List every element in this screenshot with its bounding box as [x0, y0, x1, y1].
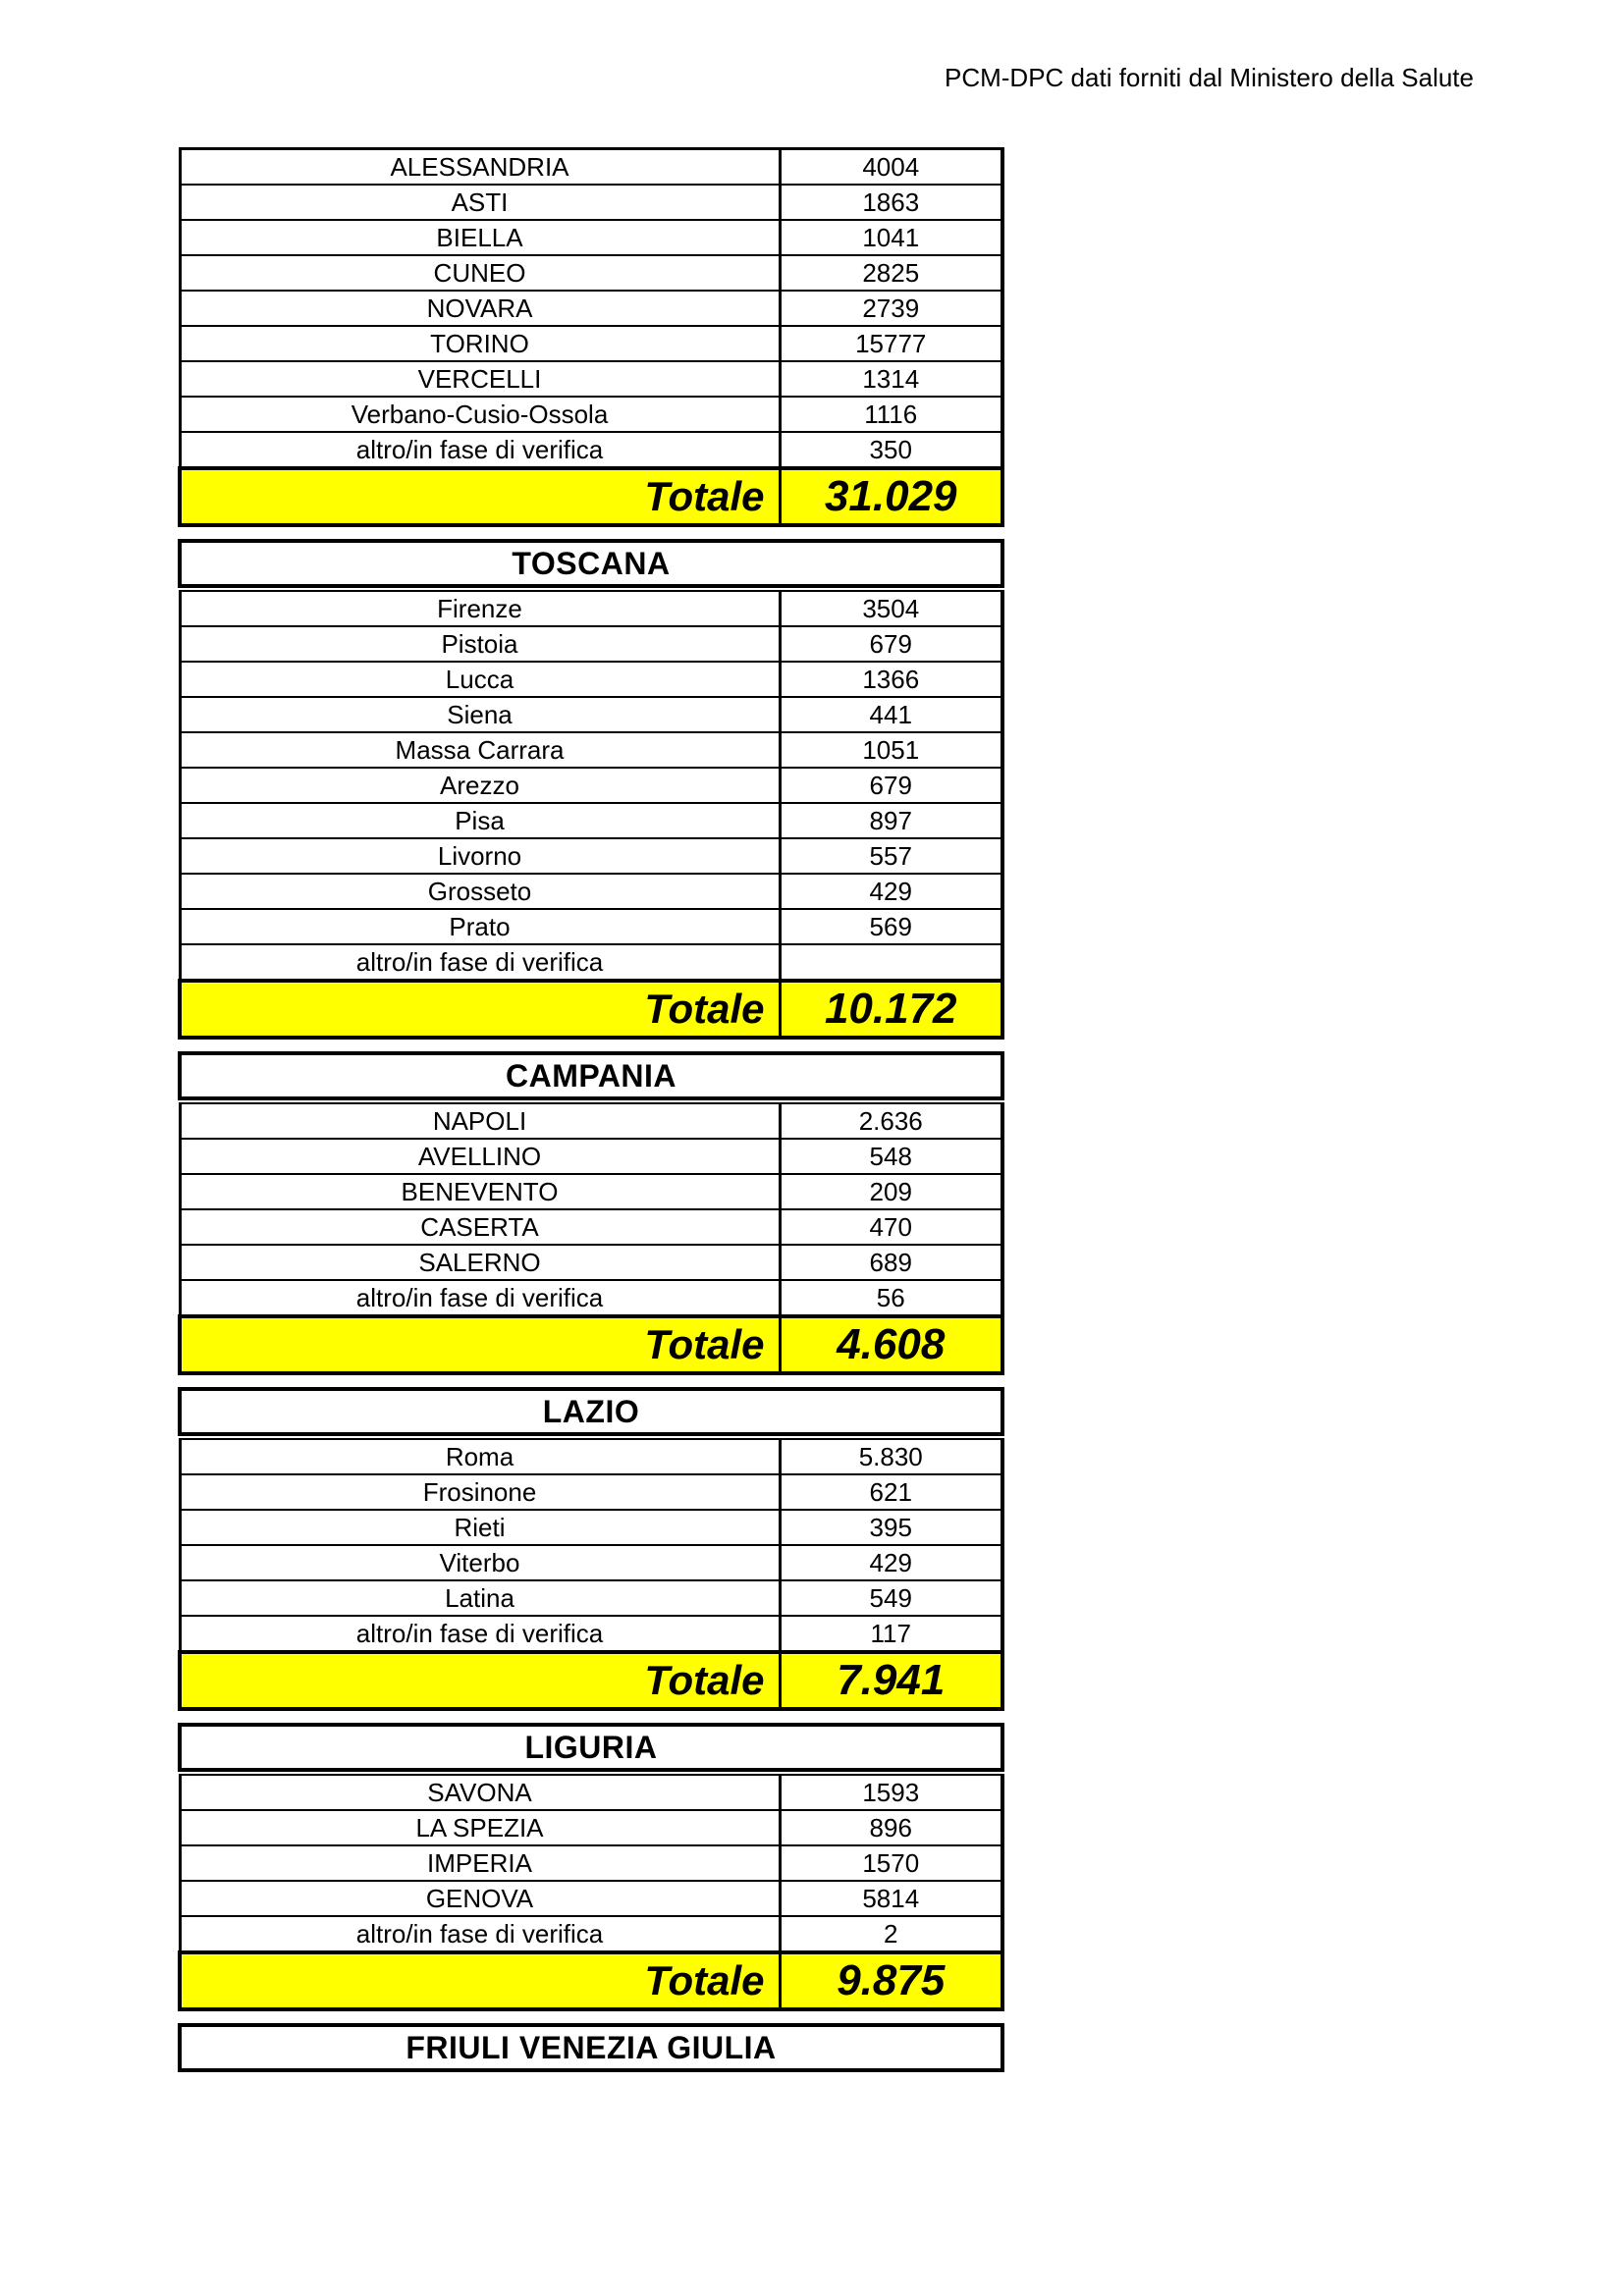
province-name: LA SPEZIA [180, 1810, 780, 1845]
case-count: 897 [780, 803, 1002, 838]
case-count: 569 [780, 909, 1002, 944]
table-row [180, 255, 1002, 291]
province-name: altro/in fase di verifica [180, 1916, 780, 1952]
total-label: Totale [180, 981, 780, 1038]
province-name: VERCELLI [180, 361, 780, 397]
case-count: 1314 [780, 361, 1002, 397]
region-section [178, 539, 1004, 1040]
table-row [180, 291, 1002, 326]
total-value: 9.875 [780, 1952, 1002, 2009]
table-row [180, 1245, 1002, 1280]
case-count: 679 [780, 768, 1002, 803]
table-row [180, 803, 1002, 838]
case-count: 548 [780, 1139, 1002, 1174]
province-name: Grosseto [180, 874, 780, 909]
province-name: Viterbo [180, 1545, 780, 1580]
province-name: Pistoia [180, 626, 780, 662]
province-name: Latina [180, 1580, 780, 1616]
table-row [180, 768, 1002, 803]
table-row [180, 326, 1002, 361]
table-row [180, 432, 1002, 468]
table-row [180, 1580, 1002, 1616]
province-name: AVELLINO [180, 1139, 780, 1174]
region-section [178, 1387, 1004, 1711]
province-name: SAVONA [180, 1775, 780, 1810]
case-count: 441 [780, 697, 1002, 732]
region-tables [178, 147, 1004, 2074]
table-row [180, 1616, 1002, 1652]
table-row [180, 1474, 1002, 1510]
case-count: 1041 [780, 220, 1002, 255]
case-count: 1570 [780, 1845, 1002, 1881]
total-label: Totale [180, 1652, 780, 1709]
case-count: 2.636 [780, 1103, 1002, 1139]
table-row [180, 1810, 1002, 1845]
case-count: 2 [780, 1916, 1002, 1952]
case-count: 689 [780, 1245, 1002, 1280]
case-count [780, 944, 1002, 981]
table-row [180, 1916, 1002, 1952]
table-row [180, 1545, 1002, 1580]
total-value: 4.608 [780, 1316, 1002, 1373]
header-note: PCM-DPC dati forniti dal Ministero della Salute [945, 63, 1474, 92]
case-count: 2739 [780, 291, 1002, 326]
province-name: altro/in fase di verifica [180, 1280, 780, 1316]
region-title: LAZIO [178, 1387, 1004, 1436]
table-row [180, 1845, 1002, 1881]
case-count: 1593 [780, 1775, 1002, 1810]
table-row [180, 1103, 1002, 1139]
case-count: 896 [780, 1810, 1002, 1845]
table-row [180, 1775, 1002, 1810]
province-name: Massa Carrara [180, 732, 780, 768]
table-row [180, 732, 1002, 768]
province-name: IMPERIA [180, 1845, 780, 1881]
case-count: 1366 [780, 662, 1002, 697]
table-row [180, 220, 1002, 255]
province-name: SALERNO [180, 1245, 780, 1280]
table-row [180, 662, 1002, 697]
table-row [180, 874, 1002, 909]
case-count: 429 [780, 874, 1002, 909]
province-name: altro/in fase di verifica [180, 1616, 780, 1652]
province-table [178, 590, 1004, 1040]
table-row [180, 1881, 1002, 1916]
case-count: 4004 [780, 149, 1002, 186]
total-value: 10.172 [780, 981, 1002, 1038]
region-section [178, 1723, 1004, 2011]
province-name: altro/in fase di verifica [180, 432, 780, 468]
case-count: 679 [780, 626, 1002, 662]
province-name: Lucca [180, 662, 780, 697]
province-name: Prato [180, 909, 780, 944]
region-title-next: FRIULI VENEZIA GIULIA [178, 2023, 1004, 2072]
region-title: CAMPANIA [178, 1051, 1004, 1100]
total-row [180, 1652, 1002, 1709]
province-table [178, 147, 1004, 527]
case-count: 549 [780, 1580, 1002, 1616]
total-value: 31.029 [780, 468, 1002, 525]
province-name: Livorno [180, 838, 780, 874]
total-row [180, 468, 1002, 525]
case-count: 2825 [780, 255, 1002, 291]
total-value: 7.941 [780, 1652, 1002, 1709]
case-count: 621 [780, 1474, 1002, 1510]
province-name: BENEVENTO [180, 1174, 780, 1209]
case-count: 1863 [780, 185, 1002, 220]
total-label: Totale [180, 468, 780, 525]
case-count: 3504 [780, 591, 1002, 626]
province-table [178, 1774, 1004, 2011]
province-name: ASTI [180, 185, 780, 220]
province-name: Rieti [180, 1510, 780, 1545]
table-row [180, 944, 1002, 981]
province-name: Siena [180, 697, 780, 732]
province-name: Verbano-Cusio-Ossola [180, 397, 780, 432]
province-name: NAPOLI [180, 1103, 780, 1139]
case-count: 5814 [780, 1881, 1002, 1916]
sections-container [178, 147, 1004, 2011]
total-row [180, 981, 1002, 1038]
province-name: BIELLA [180, 220, 780, 255]
table-row [180, 626, 1002, 662]
province-name: CASERTA [180, 1209, 780, 1245]
case-count: 15777 [780, 326, 1002, 361]
case-count: 350 [780, 432, 1002, 468]
province-name: CUNEO [180, 255, 780, 291]
province-name: Roma [180, 1439, 780, 1474]
province-name: altro/in fase di verifica [180, 944, 780, 981]
table-row [180, 1209, 1002, 1245]
province-table [178, 1438, 1004, 1711]
table-row [180, 591, 1002, 626]
case-count: 470 [780, 1209, 1002, 1245]
table-row [180, 397, 1002, 432]
province-name: ALESSANDRIA [180, 149, 780, 186]
total-label: Totale [180, 1316, 780, 1373]
table-row [180, 1439, 1002, 1474]
province-name: Pisa [180, 803, 780, 838]
region-section [178, 147, 1004, 527]
total-label: Totale [180, 1952, 780, 2009]
case-count: 429 [780, 1545, 1002, 1580]
case-count: 117 [780, 1616, 1002, 1652]
case-count: 209 [780, 1174, 1002, 1209]
table-row [180, 1139, 1002, 1174]
table-row [180, 909, 1002, 944]
case-count: 395 [780, 1510, 1002, 1545]
table-row [180, 838, 1002, 874]
case-count: 557 [780, 838, 1002, 874]
table-row [180, 149, 1002, 186]
province-name: Firenze [180, 591, 780, 626]
region-title: TOSCANA [178, 539, 1004, 588]
table-row [180, 361, 1002, 397]
table-row [180, 185, 1002, 220]
table-row [180, 1510, 1002, 1545]
province-name: NOVARA [180, 291, 780, 326]
total-row [180, 1952, 1002, 2009]
province-table [178, 1102, 1004, 1375]
province-name: Frosinone [180, 1474, 780, 1510]
total-row [180, 1316, 1002, 1373]
province-name: TORINO [180, 326, 780, 361]
table-row [180, 697, 1002, 732]
region-section [178, 1051, 1004, 1375]
province-name: GENOVA [180, 1881, 780, 1916]
case-count: 1116 [780, 397, 1002, 432]
case-count: 5.830 [780, 1439, 1002, 1474]
province-name: Arezzo [180, 768, 780, 803]
table-row [180, 1174, 1002, 1209]
region-title: LIGURIA [178, 1723, 1004, 1772]
table-row [180, 1280, 1002, 1316]
case-count: 56 [780, 1280, 1002, 1316]
case-count: 1051 [780, 732, 1002, 768]
